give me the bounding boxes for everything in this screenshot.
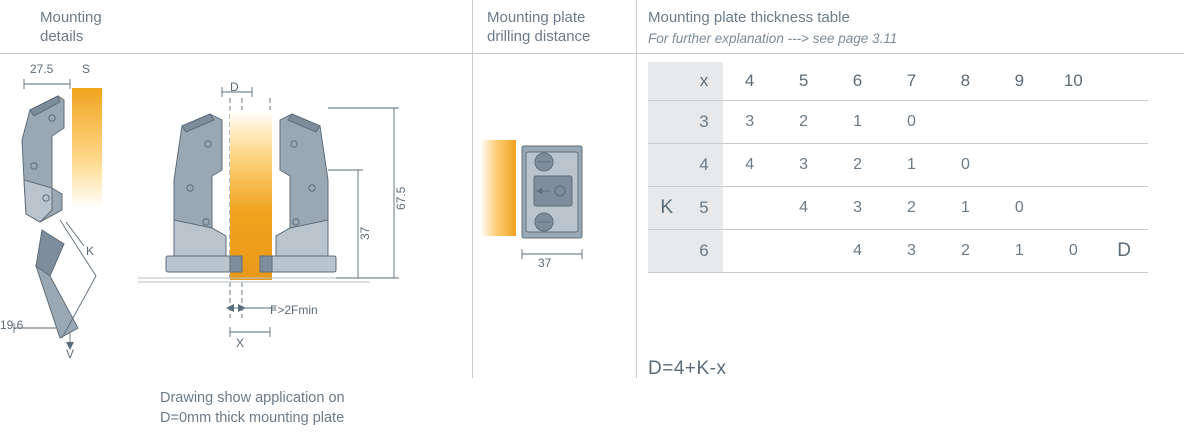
label-27-5: 27.5 (30, 62, 54, 76)
table-cell-3-1 (777, 230, 831, 273)
table-cell-2-6 (1046, 187, 1100, 230)
table-col-header-1: 5 (798, 71, 809, 90)
table-col-header-2: 6 (852, 71, 863, 90)
table-cell-1-3: 1 (885, 144, 939, 187)
table-cell-2-0 (723, 187, 777, 230)
table-cell-1-5 (992, 144, 1046, 187)
table-col-header-4: 8 (960, 71, 971, 90)
table-cell-1-6 (1046, 144, 1100, 187)
heading-drilling-distance (487, 8, 637, 46)
table-d-cell-1 (1100, 144, 1148, 187)
table-col-header-3: 7 (906, 71, 917, 90)
thickness-table (648, 62, 1148, 273)
table-k-group-label: K (648, 187, 685, 230)
table-cell-2-3: 2 (885, 187, 939, 230)
label-67-5: 67.5 (394, 186, 408, 210)
label-37-middle: 37 (358, 226, 372, 240)
heading-drilling-distance-text: Mounting plate drilling distance (487, 9, 591, 45)
table-k-group-cell-0 (648, 101, 685, 144)
mounting-plate-svg (478, 130, 628, 290)
table-cell-0-3: 0 (885, 101, 939, 144)
hinge-side-view-drawing (0, 62, 130, 370)
column-divider-1 (472, 0, 473, 378)
mounting-plate-drawing (478, 130, 628, 290)
table-cell-0-2: 1 (831, 101, 885, 144)
drawing-caption (160, 388, 345, 428)
column-divider-2 (636, 0, 637, 378)
table-row (648, 101, 1148, 144)
table-cell-3-3: 3 (885, 230, 939, 273)
table-d-header (1100, 62, 1148, 101)
table-row (648, 230, 1148, 273)
heading-mounting-details (40, 8, 220, 46)
label-v: V (66, 347, 75, 361)
table-cell-2-2: 3 (831, 187, 885, 230)
table-d-cell-0 (1100, 101, 1148, 144)
table-row-key-2: 5 (685, 187, 722, 230)
label-k-left: K (86, 244, 95, 258)
table-corner-cell (648, 62, 685, 101)
label-37-right: 37 (538, 256, 552, 270)
table-d-cell-3: D (1100, 230, 1148, 273)
table-col-header-6: 10 (1063, 71, 1083, 90)
heading-thickness-table-title: Mounting plate thickness table (648, 9, 850, 26)
table-cell-3-0 (723, 230, 777, 273)
table-cell-3-6: 0 (1046, 230, 1100, 273)
table-cell-1-1: 3 (777, 144, 831, 187)
label-d-middle: D (230, 80, 239, 94)
hinge-front-view-drawing (130, 70, 470, 370)
label-s: S (82, 62, 91, 76)
heading-mounting-details-line1: Mounting details (40, 9, 102, 45)
drawing-caption-line1: Drawing show application on (160, 390, 345, 406)
table-cell-1-4: 0 (938, 144, 992, 187)
table-cell-0-4 (938, 101, 992, 144)
header-divider (0, 53, 1184, 54)
table-row (648, 187, 1148, 230)
table-row-key-3: 6 (685, 230, 722, 273)
table-row (648, 144, 1148, 187)
table-cell-3-5: 1 (992, 230, 1046, 273)
heading-thickness-table (648, 8, 1078, 48)
table-header-row (648, 62, 1148, 101)
table-cell-0-0: 3 (723, 101, 777, 144)
table-cell-3-4: 2 (938, 230, 992, 273)
hinge-front-view-svg (130, 70, 470, 370)
mounting-plate-thickness-table (648, 62, 1168, 273)
table-cell-0-1: 2 (777, 101, 831, 144)
table-cell-0-5 (992, 101, 1046, 144)
table-corner-x: x (685, 62, 722, 101)
table-cell-1-0: 4 (723, 144, 777, 187)
table-row-key-0: 3 (685, 101, 722, 144)
table-d-cell-2 (1100, 187, 1148, 230)
heading-thickness-table-subtitle: For further explanation ---> see page 3.11 (648, 31, 898, 46)
label-19-6: 19.6 (0, 318, 24, 332)
label-x-middle: X (236, 336, 245, 350)
table-k-group-cell-1 (648, 144, 685, 187)
table-cell-2-1: 4 (777, 187, 831, 230)
table-cell-1-2: 2 (831, 144, 885, 187)
table-cell-2-5: 0 (992, 187, 1046, 230)
table-cell-0-6 (1046, 101, 1100, 144)
drawing-caption-line2: D=0mm thick mounting plate (160, 410, 345, 426)
table-cell-2-4: 1 (938, 187, 992, 230)
table-cell-3-2: 4 (831, 230, 885, 273)
table-k-group-cell-3 (648, 230, 685, 273)
table-col-header-5: 9 (1014, 71, 1025, 90)
table-col-header-0: 4 (744, 71, 755, 90)
thickness-formula: D=4+K-x (648, 358, 727, 379)
label-f-min: F>2Fmin (270, 303, 318, 317)
table-row-key-1: 4 (685, 144, 722, 187)
